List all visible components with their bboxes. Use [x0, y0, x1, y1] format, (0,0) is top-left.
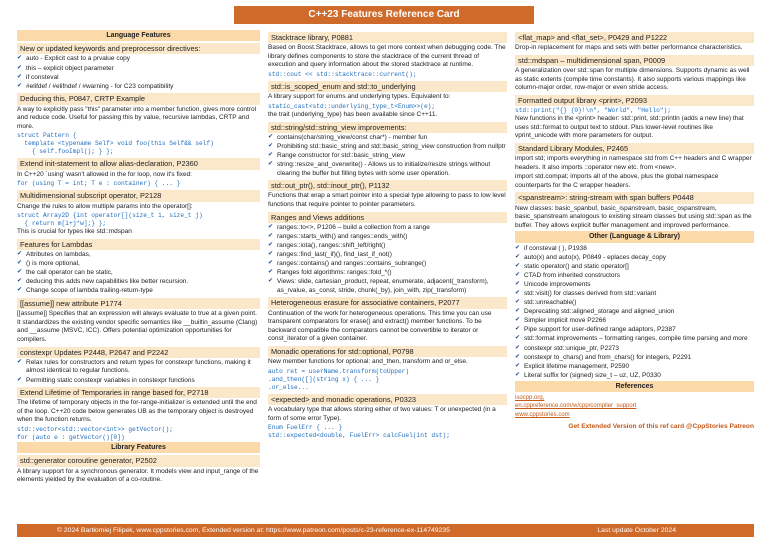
- print-title: Formatted output library <print>, P2093: [515, 95, 754, 106]
- constexpr-title: constexpr Updates P2448, P2647 and P2242: [17, 347, 260, 358]
- list-item: ✔ this – explicit object parameter: [17, 65, 260, 74]
- column-1: [17, 30, 260, 520]
- list-item: ✔ the call operator can be static,: [17, 269, 260, 278]
- spanstream-text: New classes: basic_spanbuf, basic_ispanstream, basic_ospanstream, basic_spanstream analogous to existing stream classes but using std::span as the buffer. They allows explicit buffer management and improved performance.: [515, 204, 752, 229]
- heterogeneous-erasure-title: Heterogeneous erasure for associative containers, P2077: [268, 297, 507, 308]
- monadic-optional-title: Monadic operations for std::optional, P0798: [268, 346, 507, 357]
- scoped-enum-title: std::is_scoped_enum and std::to_underlying: [268, 81, 507, 92]
- out-ptr-text: Functions that wrap a smart pointer into a special type allowing to pass to low level functions that require pointer to pointer parameters.: [268, 192, 506, 208]
- deducing-this-title: Deducing this, P0847, CRTP Example: [17, 93, 260, 104]
- monadic-optional-text: New member functions for optional: and_then, transform and or_else.: [268, 358, 468, 366]
- list-item: ✔ Views: slide, cartesian_product, repeat, enumerate, adjacent(_transform), as_rvalue, as_const, stride, chunk(_by), join_with, zip(_transform): [268, 278, 507, 295]
- list-item: ✔ ranges::starts_with() and ranges::ends_with(): [268, 233, 507, 242]
- keywords-list: [17, 55, 260, 91]
- list-item: ✔ contains(char/string_view/const char*) - member fun: [268, 134, 507, 143]
- print-text: New functions in the <print> header: std::print, std::println (adds a new line) that uses std::format to output text to stdout. Plus lower-level routines like vprint_unicode with more parameters for output.: [515, 115, 744, 140]
- constexpr-list: [17, 359, 260, 385]
- list-item: ✔ deducing this adds new capabilities like better recursion.: [17, 278, 260, 287]
- ranges-list: [268, 224, 507, 296]
- subscript-operator-title: Multidimensional subscript operator, P2128: [17, 190, 260, 201]
- init-statement-code: for (using T = int; T e : container) { ... }: [17, 180, 181, 188]
- string-title: std::string/std::string_view improvements:: [268, 122, 507, 133]
- ranges-title: Ranges and Views additions: [268, 212, 507, 223]
- spanstream-title: <spanstream>: string-stream with span buffers P0448: [515, 192, 754, 203]
- library-features-header: Library Features: [17, 442, 260, 453]
- list-item: ✔ CTAD from inherited constructors: [515, 272, 754, 281]
- mdspan-title: std::mdspan – multidimensional span, P0009: [515, 55, 754, 66]
- init-statement-title: Extend init-statement to allow alias-declaration, P2360: [17, 158, 260, 169]
- footer-last-update: Last update October 2024: [597, 527, 676, 534]
- list-item: ✔ ranges::iota(), ranges::shift_left/right(): [268, 242, 507, 251]
- list-item: ✔ Range constructor for std::basic_string_view: [268, 152, 507, 161]
- reference-link-cppreference[interactable]: en.cppreference.com/w/cpp/compiler_support: [515, 403, 637, 410]
- list-item: ✔ constexpr to_chars() and from_chars() for integers, P2291: [515, 354, 754, 363]
- list-item: ✔ std::visit() for classes derived from std::variant: [515, 290, 754, 299]
- modules-text: import std; imports everything in namespace std from C++ headers and C wrapper headers. It also imports ::operator new etc. from <new>.: [515, 155, 752, 171]
- subscript-operator-note: This is crucial for types like std::mdspan: [17, 228, 132, 236]
- string-list: [268, 134, 507, 178]
- deducing-this-code: struct Pattern { template <typename Self> void foo(this Self&& self) { self.fooImpl(); } };: [17, 132, 214, 156]
- list-item: ✔ () is more optional,: [17, 260, 260, 269]
- expected-code: Enum FuelErr { ... } std::expected<double, FuelErr> calcFuel(int dst);: [268, 424, 450, 440]
- modules-title: Standard Library Modules, P2465: [515, 143, 754, 154]
- page-title: C++23 Features Reference Card: [234, 6, 534, 24]
- assume-text: [[assume]] Specifies that an expression will always evaluate to true at a given point. It standardizes the existing vendor specific semantics like __builtin_assume (Clang) and __assume (MSVC, ICC). Offers potential optimization opportunities for compilers.: [17, 310, 258, 344]
- list-item: ✔ ranges::find_last(_if)(), find_last_if_not(): [268, 251, 507, 260]
- list-item: ✔ std::format improvements – formatting ranges, compile time parsing and more: [515, 335, 754, 344]
- list-item: ✔ Simpler implicit move P2266: [515, 317, 754, 326]
- lifetime-text: The lifetime of temporary objects in the for-range-initializer is extended until the end of the loop. C++20 code below generates UB as the temporary object is destroyed when the function returns.: [17, 399, 257, 424]
- scoped-enum-note: the trait (underlying_type) has been available since C++11.: [268, 110, 438, 118]
- modules-text-2: import std.compat; imports all of the above, plus the global namespace counterparts for the C wrapper headers.: [515, 173, 719, 189]
- list-item: ✔ Permitting static constexpr variables in constexpr functions: [17, 377, 260, 386]
- list-item: ✔ Change scope of lambda trailing-return-type: [17, 287, 260, 296]
- other-list: [515, 245, 754, 381]
- list-item: ✔ #elifdef / #elifndef / #warning - for C23 compatibility: [17, 83, 260, 92]
- flat-map-text: Drop-in replacement for maps and sets with better performance characteristics.: [515, 44, 743, 52]
- list-item: ✔ Deprecating std::aligned_storage and aligned_union: [515, 308, 754, 317]
- list-item: ✔ if consteval ( ), P1938: [515, 245, 754, 254]
- footer: [17, 524, 754, 537]
- list-item: ✔ constexpr std::unique_ptr, P2273: [515, 345, 754, 354]
- reference-link-cppstories[interactable]: www.cppstories.com: [515, 411, 570, 418]
- scoped-enum-code: static_cast<std::underlying_type_t<Enum>>(e);: [268, 102, 436, 110]
- list-item: ✔ ranges::to<>, P1206 – build a collection from a range: [268, 224, 507, 233]
- list-item: ✔ static operator() and static operator[]: [515, 263, 754, 272]
- language-features-header: Language Features: [17, 30, 260, 41]
- list-item: ✔ Ranges fold algorithms: ranges::fold_*(): [268, 269, 507, 278]
- print-code: std::print("{} {0}!\n", "World", "Hello");: [515, 107, 671, 115]
- footer-copyright: © 2024 Bartłomiej Filipek, www.cppstories.com, Extended version at: https://www.patreon.com/posts/c-23-reference-ex-114749235: [57, 527, 450, 534]
- list-item: ✔ Literal suffix for (signed) size_t – uz, UZ, P0330: [515, 372, 754, 381]
- monadic-optional-code: auto ret = userName.transform(toUpper) .and_then([](string x) { ... } .or_else...: [268, 367, 410, 391]
- scoped-enum-text: A library support for enums and underlying types. Equivalent to:: [268, 93, 451, 101]
- list-item: ✔ Unicode improvements: [515, 281, 754, 290]
- list-item: ✔ std::unreachable(): [515, 299, 754, 308]
- assume-title: [[assume]] new attribute P1774: [17, 298, 260, 309]
- flat-map-title: <flat_map> and <flat_set>, P0429 and P1222: [515, 32, 754, 43]
- list-item: ✔ Pipe support for user-defined range adaptors, P2387: [515, 326, 754, 335]
- list-item: ✔ Prohibiting std::basic_string and std::basic_string_view construction from nullptr: [268, 143, 507, 152]
- stacktrace-code: std::cout << std::stacktrace::current();: [268, 70, 417, 78]
- other-header: Other (Language & Library): [515, 231, 754, 242]
- expected-title: <expected> and monadic operations, P0323: [268, 394, 507, 405]
- out-ptr-title: std::out_ptr(), std::inout_ptr(), P1132: [268, 180, 507, 191]
- keywords-section-title: New or updated keywords and preprocessor directives:: [17, 43, 260, 54]
- mdspan-text: A generalization over std::span for multiple dimensions. Supports dynamic as well as static extents (compile time constants). It also supports various mappings like column-major order, row-major or even stride access.: [515, 67, 750, 92]
- init-statement-text: In C++20 `using' wasn't allowed in the for loop, now it's fixed:: [17, 170, 192, 178]
- subscript-operator-code: struct Array2D {int operator[](size_t i, size_t j) { return m[i+j*w];} };: [17, 212, 203, 228]
- lambdas-list: [17, 251, 260, 296]
- lifetime-code: std::vector<std::vector<int>> getVector(); for (auto e : getVector()[0]): [17, 426, 173, 442]
- generator-title: std::generator coroutine generator, P2502: [17, 455, 260, 466]
- list-item: ✔ auto - Explicit cast to a prvalue copy: [17, 55, 260, 64]
- deducing-this-text: A way to explicitly pass "this" parameter into a member function, gives more control and reduce code. Useful for passing this by value, recursive lambdas, CRTP and more.: [17, 105, 257, 130]
- column-3: [515, 30, 754, 520]
- list-item: ✔ Relax rules for constructors and return types for constexpr functions, making it almost identical to regular functions.: [17, 359, 260, 376]
- column-2: [268, 30, 507, 520]
- lambdas-title: Features for Lambdas: [17, 239, 260, 250]
- references-header: References: [515, 381, 754, 392]
- list-item: ✔ string::resize_and_overwrite() - Allows us to initialize/resize strings without clearing the buffer but filling bytes with some user operation.: [268, 161, 507, 178]
- expected-text: A vocabulary type that allows storing either of two values: T or unexpected (in a form of some error Type).: [268, 406, 496, 422]
- list-item: ✔ if consteval: [17, 74, 260, 83]
- lifetime-title: Extend Lifetime of Temporaries in range based for, P2718: [17, 387, 260, 398]
- list-item: ✔ Attributes on lambdas,: [17, 251, 260, 260]
- heterogeneous-erasure-text: Continuation of the work for heterogeneous operations. This time you can use transparent comparators for erase() and extract() member functions. To be backward compatible the comparators cannot be convertible to iterator or const_iterator of a given container.: [268, 309, 492, 343]
- list-item: ✔ ranges::contains() and ranges::contains_subrange(): [268, 260, 507, 269]
- subscript-operator-text: Change the rules to allow multiple params into the operator[]:: [17, 202, 193, 210]
- stacktrace-title: Stacktrace library, P0881: [268, 32, 507, 43]
- reference-link-isocpp[interactable]: isocpp.org,: [515, 395, 545, 402]
- list-item: ✔ auto(x) and auto(x), P0849 - eplaces decay_copy: [515, 254, 754, 263]
- list-item: ✔ Explicit lifetime management, P2590: [515, 363, 754, 372]
- stacktrace-text: Based on Boost.Stacktrace, allows to get more context when debugging code. The library defines components to store the stacktrace of the current thread of execution and query information about the stored stacktrace at runtime.: [268, 44, 506, 69]
- generator-text: A library support for a synchronous generator. It models view and input_range of the elements yielded by the evaluation of a co-routine.: [17, 467, 259, 484]
- extended-version-link[interactable]: Get Extended Version of this ref card @CppStories Patreon: [568, 423, 754, 431]
